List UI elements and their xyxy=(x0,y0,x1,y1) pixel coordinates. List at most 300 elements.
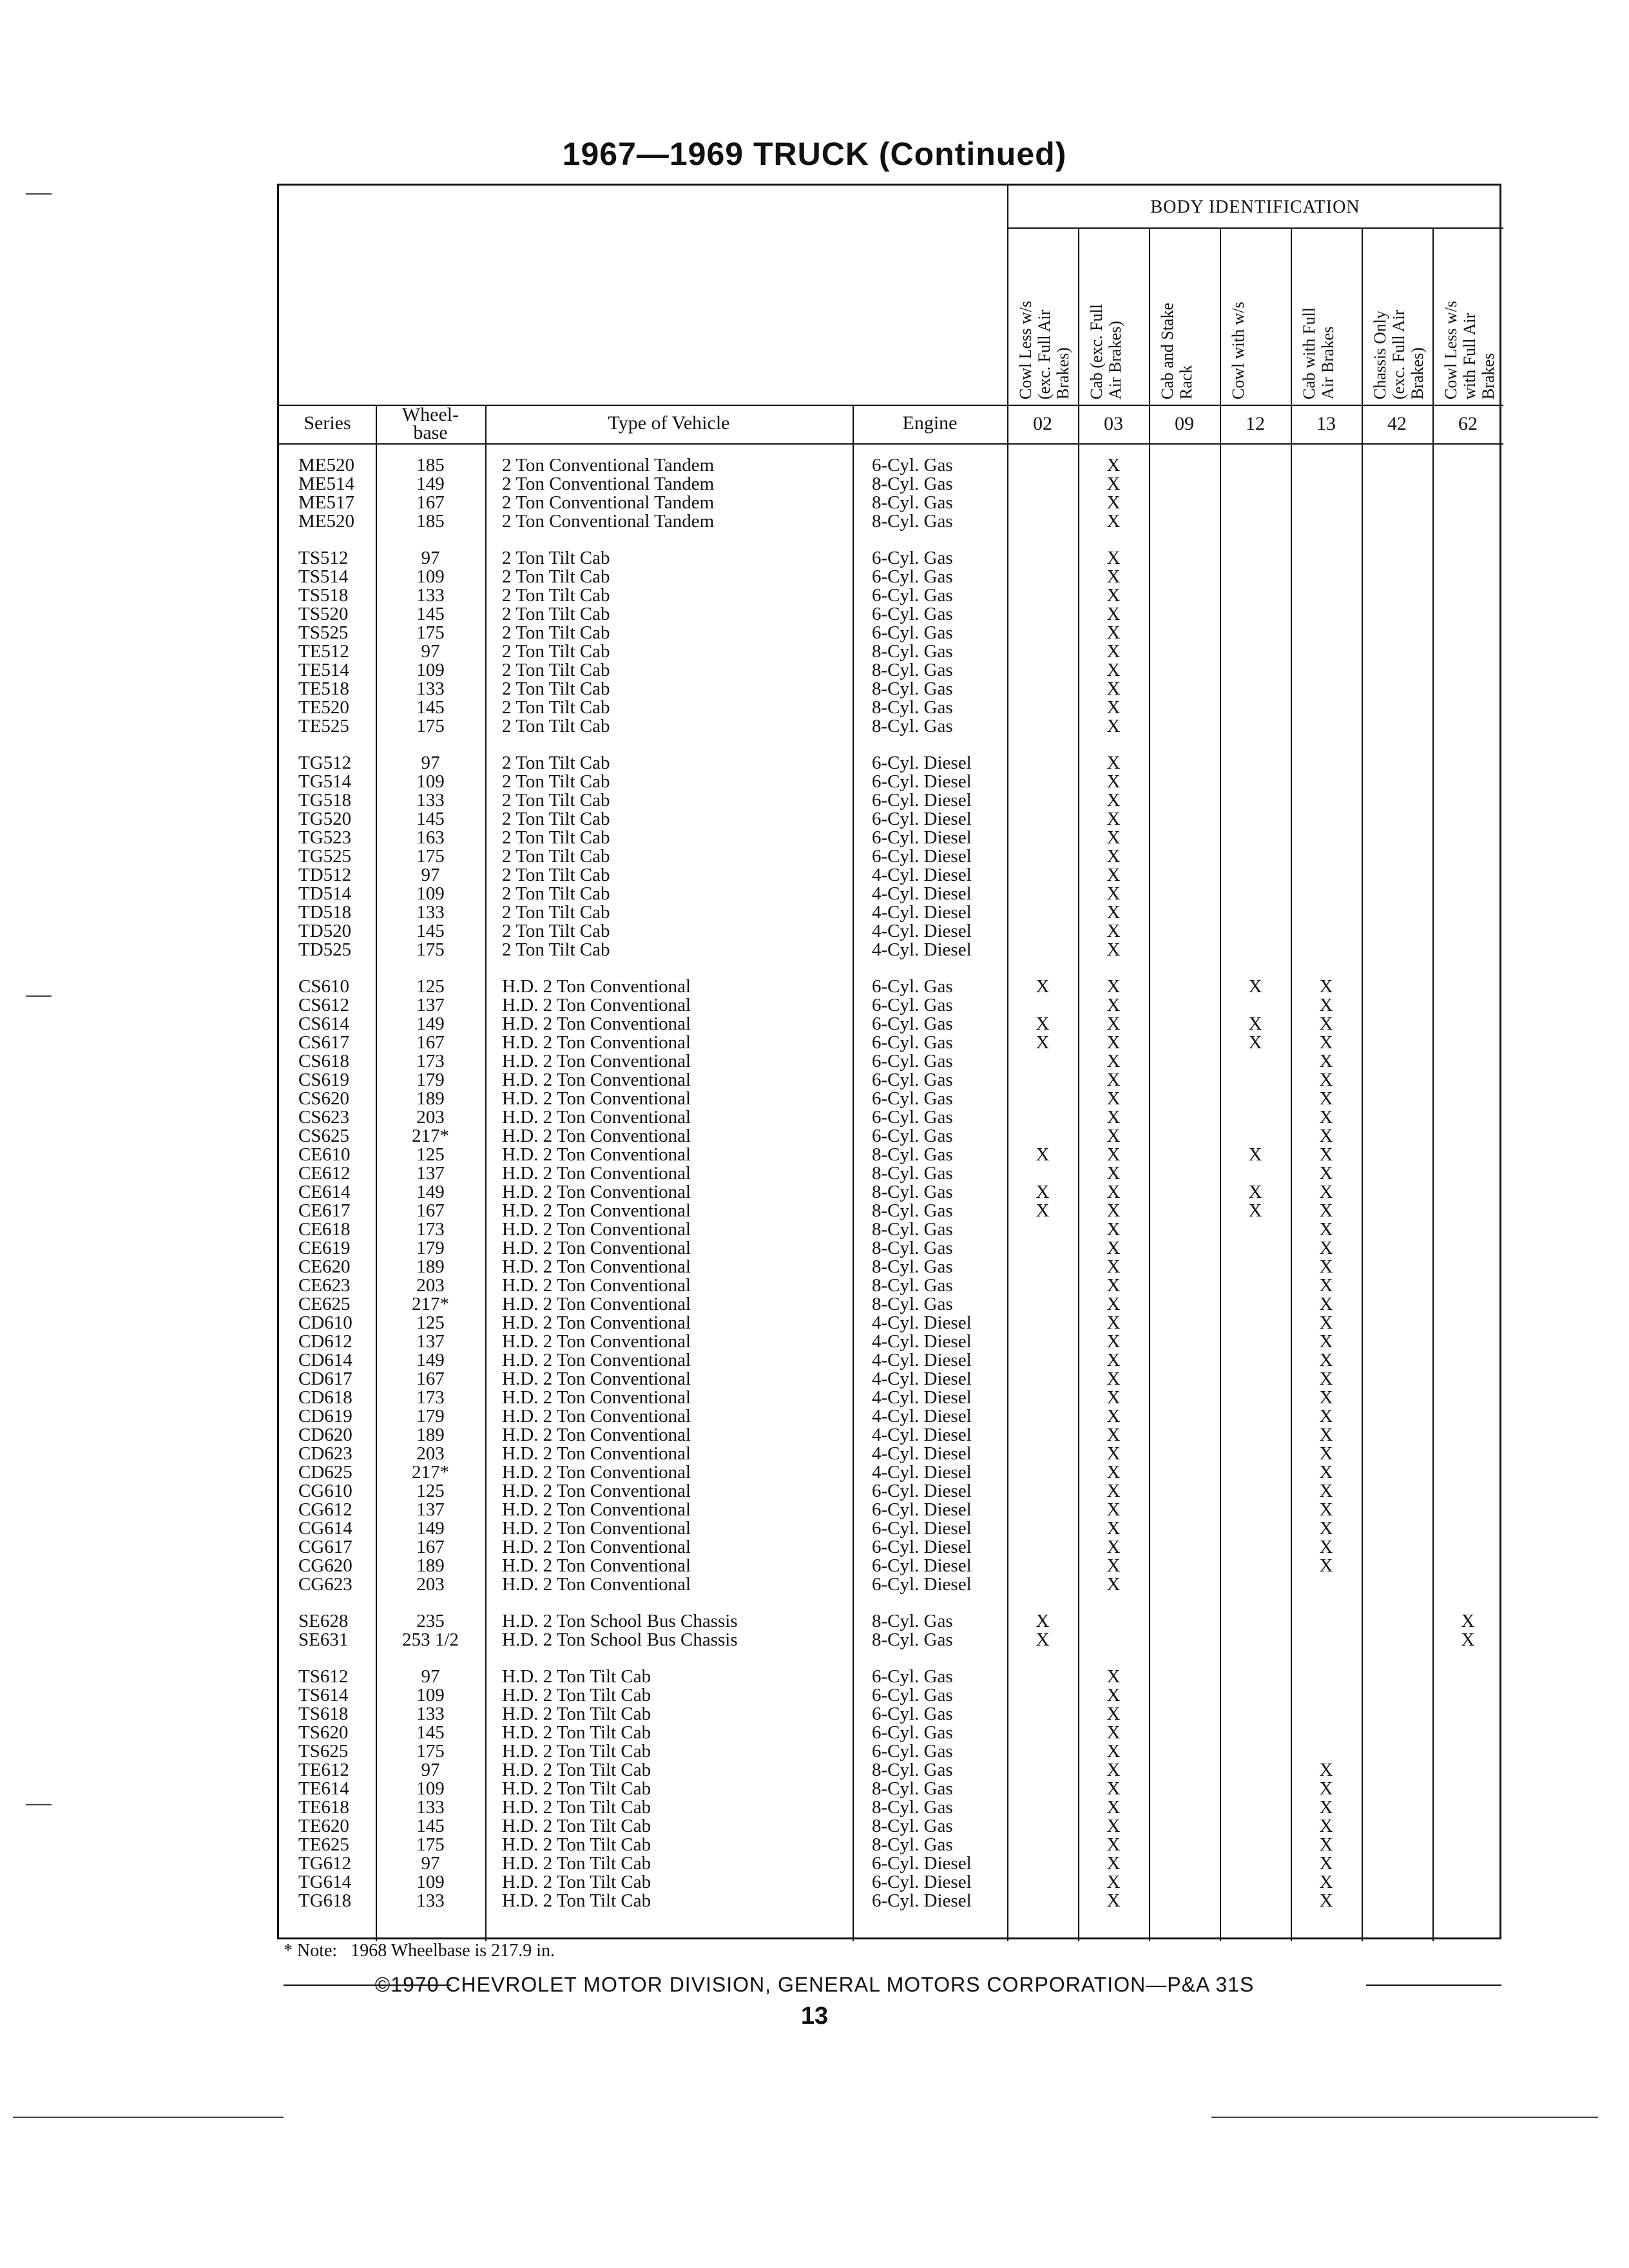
vehicle-type: H.D. 2 Ton Conventional xyxy=(502,1406,691,1427)
vehicle-type: 2 Ton Tilt Cab xyxy=(502,566,610,587)
series-code: ME517 xyxy=(298,492,354,513)
wheelbase-value: 149 xyxy=(416,1182,445,1202)
body-availability-mark: X xyxy=(1106,995,1121,1015)
engine-type: 8-Cyl. Gas xyxy=(872,1200,953,1221)
engine-type: 8-Cyl. Gas xyxy=(872,697,953,718)
engine-type: 6-Cyl. Diesel xyxy=(872,809,972,829)
wheelbase-note: * Note: 1968 Wheelbase is 217.9 in. xyxy=(284,1941,555,1961)
body-availability-mark: X xyxy=(1106,1294,1121,1314)
vehicle-type: 2 Ton Tilt Cab xyxy=(502,827,610,848)
vehicle-type: 2 Ton Tilt Cab xyxy=(502,809,610,829)
body-availability-mark: X xyxy=(1248,1032,1262,1053)
body-availability-mark: X xyxy=(1319,1406,1333,1427)
body-column-code: 03 xyxy=(1104,413,1123,434)
engine-type: 8-Cyl. Gas xyxy=(872,511,953,532)
body-availability-mark: X xyxy=(1106,1014,1121,1034)
vehicle-type: 2 Ton Tilt Cab xyxy=(502,790,610,811)
engine-type: 8-Cyl. Gas xyxy=(872,1182,953,1202)
series-code: TS614 xyxy=(298,1685,349,1706)
body-availability-mark: X xyxy=(1106,1369,1121,1389)
body-availability-mark: X xyxy=(1106,809,1121,829)
body-availability-mark: X xyxy=(1106,1666,1121,1687)
wheelbase-value: 137 xyxy=(416,995,445,1015)
engine-type: 8-Cyl. Gas xyxy=(872,1238,953,1258)
page-number: 13 xyxy=(800,2003,829,2030)
vehicle-type: H.D. 2 Ton Tilt Cab xyxy=(502,1722,651,1743)
body-availability-mark: X xyxy=(1106,1518,1121,1539)
body-availability-mark: X xyxy=(1106,622,1121,643)
series-code: CG620 xyxy=(298,1555,352,1576)
series-code: SE628 xyxy=(298,1611,349,1631)
body-column-header xyxy=(1229,226,1248,399)
body-availability-mark: X xyxy=(1319,1555,1333,1576)
wheelbase-value: 145 xyxy=(416,604,445,624)
engine-type: 6-Cyl. Diesel xyxy=(872,1872,972,1892)
body-availability-mark: X xyxy=(1106,1238,1121,1258)
body-availability-mark: X xyxy=(1319,1032,1333,1053)
series-code: CG617 xyxy=(298,1537,352,1557)
series-code: TG525 xyxy=(298,846,352,867)
engine-type: 6-Cyl. Diesel xyxy=(872,753,972,773)
engine-type: 4-Cyl. Diesel xyxy=(872,1312,972,1333)
body-availability-mark: X xyxy=(1319,1537,1333,1557)
vehicle-type: 2 Ton Tilt Cab xyxy=(502,678,610,699)
series-code: TG518 xyxy=(298,790,352,811)
engine-type: 4-Cyl. Diesel xyxy=(872,939,972,960)
wheelbase-value: 163 xyxy=(416,827,445,848)
body-availability-mark: X xyxy=(1106,1275,1121,1296)
body-availability-mark: X xyxy=(1106,1107,1121,1128)
vehicle-type: H.D. 2 Ton Conventional xyxy=(502,1312,691,1333)
engine-type: 6-Cyl. Gas xyxy=(872,976,953,997)
vehicle-type: H.D. 2 Ton Conventional xyxy=(502,1144,691,1165)
body-column-header-line: Chassis Only xyxy=(1371,311,1389,399)
margin-mark xyxy=(13,2117,284,2118)
body-availability-mark: X xyxy=(1106,548,1121,568)
wheelbase-value: 173 xyxy=(416,1051,445,1072)
wheelbase-value: 145 xyxy=(416,697,445,718)
body-availability-mark: X xyxy=(1248,1014,1262,1034)
wheelbase-value: 217* xyxy=(412,1126,449,1146)
vehicle-type: H.D. 2 Ton Tilt Cab xyxy=(502,1853,651,1874)
engine-type: 6-Cyl. Gas xyxy=(872,995,953,1015)
series-code: CS619 xyxy=(298,1070,349,1090)
body-availability-mark: X xyxy=(1106,827,1121,848)
body-availability-mark: X xyxy=(1106,1499,1121,1520)
body-availability-mark: X xyxy=(1319,1462,1333,1483)
body-column-divider xyxy=(1220,227,1221,1941)
body-availability-mark: X xyxy=(1106,511,1121,532)
body-availability-mark: X xyxy=(1106,1462,1121,1483)
body-availability-mark: X xyxy=(1106,976,1121,997)
engine-type: 6-Cyl. Diesel xyxy=(872,1481,972,1501)
wheelbase-value: 173 xyxy=(416,1219,445,1240)
vehicle-type: H.D. 2 Ton Tilt Cab xyxy=(502,1666,651,1687)
body-column-code: 13 xyxy=(1316,413,1336,434)
body-availability-mark: X xyxy=(1106,1443,1121,1464)
margin-mark xyxy=(26,995,52,997)
vehicle-type: 2 Ton Tilt Cab xyxy=(502,585,610,606)
series-code: TG520 xyxy=(298,809,352,829)
wheelbase-value: 189 xyxy=(416,1555,445,1576)
body-identification-table xyxy=(277,184,1501,1939)
vehicle-type: H.D. 2 Ton Conventional xyxy=(502,1425,691,1445)
wheelbase-value: 167 xyxy=(416,1032,445,1053)
body-availability-mark: X xyxy=(1461,1611,1475,1631)
body-availability-mark: X xyxy=(1248,1200,1262,1221)
series-code: TE512 xyxy=(298,641,349,662)
vehicle-type: 2 Ton Conventional Tandem xyxy=(502,474,715,494)
wheelbase-value: 167 xyxy=(416,1369,445,1389)
body-column-header-line: Cowl Less w/s xyxy=(1016,300,1035,399)
body-column-header-line: Cab with Full xyxy=(1300,307,1318,399)
series-code: TE612 xyxy=(298,1760,349,1780)
body-availability-mark: X xyxy=(1106,1741,1121,1762)
body-column-header-line: Brakes) xyxy=(1408,347,1427,399)
vehicle-type: 2 Ton Conventional Tandem xyxy=(502,511,715,532)
engine-type: 6-Cyl. Gas xyxy=(872,1666,953,1687)
body-availability-mark: X xyxy=(1106,1872,1121,1892)
body-column-code: 09 xyxy=(1175,413,1194,434)
body-availability-mark: X xyxy=(1106,1331,1121,1352)
body-availability-mark: X xyxy=(1319,1797,1333,1818)
series-code: TE514 xyxy=(298,660,349,680)
wheelbase-value: 189 xyxy=(416,1425,445,1445)
engine-type: 4-Cyl. Diesel xyxy=(872,1387,972,1408)
engine-type: 6-Cyl. Diesel xyxy=(872,1518,972,1539)
wheelbase-value: 109 xyxy=(416,1778,445,1799)
vehicle-type: 2 Ton Tilt Cab xyxy=(502,921,610,941)
vehicle-type: H.D. 2 Ton Tilt Cab xyxy=(502,1778,651,1799)
series-code: CS612 xyxy=(298,995,349,1015)
vehicle-type: H.D. 2 Ton Conventional xyxy=(502,1387,691,1408)
series-code: TG523 xyxy=(298,827,352,848)
wheelbase-value: 167 xyxy=(416,1537,445,1557)
series-column-header: Series xyxy=(304,412,351,434)
body-availability-mark: X xyxy=(1319,1834,1333,1855)
wheelbase-value: 133 xyxy=(416,678,445,699)
vehicle-type: H.D. 2 Ton Tilt Cab xyxy=(502,1760,651,1780)
wheelbase-value: 109 xyxy=(416,566,445,587)
body-availability-mark: X xyxy=(1248,1182,1262,1202)
wheelbase-value: 133 xyxy=(416,1890,445,1911)
series-code: CE625 xyxy=(298,1294,351,1314)
series-code: CS610 xyxy=(298,976,349,997)
engine-column-header: Engine xyxy=(902,412,958,434)
engine-type: 6-Cyl. Diesel xyxy=(872,1537,972,1557)
body-availability-mark: X xyxy=(1036,1144,1050,1165)
body-column-header xyxy=(1016,226,1072,399)
engine-type: 6-Cyl. Diesel xyxy=(872,827,972,848)
vehicle-type: H.D. 2 Ton Conventional xyxy=(502,1051,691,1072)
body-availability-mark: X xyxy=(1319,1890,1333,1911)
body-availability-mark: X xyxy=(1248,976,1262,997)
wheelbase-value: 97 xyxy=(421,1666,440,1687)
wheelbase-value: 145 xyxy=(416,1722,445,1743)
body-column-header-line: with Full Air xyxy=(1460,312,1479,399)
wheelbase-value: 109 xyxy=(416,771,445,792)
body-availability-mark: X xyxy=(1319,1219,1333,1240)
body-availability-mark: X xyxy=(1106,1256,1121,1277)
engine-type: 6-Cyl. Gas xyxy=(872,1070,953,1090)
body-column-header-line: Cowl with w/s xyxy=(1229,302,1248,399)
engine-type: 6-Cyl. Gas xyxy=(872,1014,953,1034)
body-availability-mark: X xyxy=(1036,1611,1050,1631)
vehicle-type: H.D. 2 Ton Conventional xyxy=(502,1107,691,1128)
body-availability-mark: X xyxy=(1106,697,1121,718)
body-availability-mark: X xyxy=(1106,1685,1121,1706)
body-column-header xyxy=(1441,226,1498,399)
body-availability-mark: X xyxy=(1319,1312,1333,1333)
body-availability-mark: X xyxy=(1036,976,1050,997)
engine-type: 6-Cyl. Diesel xyxy=(872,1853,972,1874)
body-availability-mark: X xyxy=(1106,753,1121,773)
wheelbase-value: 133 xyxy=(416,1704,445,1724)
vehicle-type: 2 Ton Tilt Cab xyxy=(502,939,610,960)
engine-type: 6-Cyl. Diesel xyxy=(872,1574,972,1595)
wheelbase-value: 167 xyxy=(416,1200,445,1221)
body-availability-mark: X xyxy=(1319,1387,1333,1408)
body-column-header-line: Rack xyxy=(1177,365,1195,399)
series-code: CS623 xyxy=(298,1107,349,1128)
engine-type: 6-Cyl. Gas xyxy=(872,455,953,476)
series-code: TD512 xyxy=(298,865,352,885)
body-column-header-line: Cab (exc. Full xyxy=(1087,303,1106,399)
column-header-rule xyxy=(279,443,1503,445)
series-code: CG610 xyxy=(298,1481,352,1501)
series-code: TD525 xyxy=(298,939,352,960)
body-availability-mark: X xyxy=(1106,846,1121,867)
body-availability-mark: X xyxy=(1036,1629,1050,1650)
body-column-code: 02 xyxy=(1033,413,1052,434)
engine-type: 8-Cyl. Gas xyxy=(872,660,953,680)
vehicle-type: H.D. 2 Ton Conventional xyxy=(502,995,691,1015)
wheelbase-value: 109 xyxy=(416,1685,445,1706)
series-code: TE614 xyxy=(298,1778,349,1799)
engine-type: 6-Cyl. Diesel xyxy=(872,846,972,867)
wheelbase-value: 97 xyxy=(421,1760,440,1780)
vehicle-type: H.D. 2 Ton Conventional xyxy=(502,1294,691,1314)
wheelbase-value: 97 xyxy=(421,641,440,662)
engine-type: 6-Cyl. Diesel xyxy=(872,1555,972,1576)
engine-type: 4-Cyl. Diesel xyxy=(872,1406,972,1427)
vehicle-type: H.D. 2 Ton Conventional xyxy=(502,1070,691,1090)
series-code: TG512 xyxy=(298,753,352,773)
body-availability-mark: X xyxy=(1106,1200,1121,1221)
series-code: CD623 xyxy=(298,1443,352,1464)
body-column-header-line: Brakes) xyxy=(1054,347,1072,399)
engine-type: 8-Cyl. Gas xyxy=(872,1778,953,1799)
body-availability-mark: X xyxy=(1036,1014,1050,1034)
body-availability-mark: X xyxy=(1319,1144,1333,1165)
vehicle-type: H.D. 2 Ton Conventional xyxy=(502,1200,691,1221)
body-column-divider xyxy=(1362,227,1363,1941)
series-code: CS618 xyxy=(298,1051,349,1072)
body-availability-mark: X xyxy=(1319,1872,1333,1892)
body-availability-mark: X xyxy=(1319,1256,1333,1277)
body-availability-mark: X xyxy=(1106,790,1121,811)
series-code: TE625 xyxy=(298,1834,349,1855)
series-code: CS620 xyxy=(298,1088,349,1109)
series-code: TE525 xyxy=(298,716,349,736)
series-code: TG614 xyxy=(298,1872,352,1892)
series-code: TE520 xyxy=(298,697,349,718)
body-availability-mark: X xyxy=(1319,1163,1333,1184)
body-availability-mark: X xyxy=(1319,1853,1333,1874)
body-availability-mark: X xyxy=(1319,1070,1333,1090)
margin-mark xyxy=(26,193,52,195)
body-availability-mark: X xyxy=(1319,1200,1333,1221)
series-code: TS612 xyxy=(298,1666,349,1687)
vehicle-type: 2 Ton Tilt Cab xyxy=(502,660,610,680)
body-availability-mark: X xyxy=(1106,455,1121,476)
body-availability-mark: X xyxy=(1319,1443,1333,1464)
vehicle-type: 2 Ton Conventional Tandem xyxy=(502,492,715,513)
engine-type: 6-Cyl. Gas xyxy=(872,1032,953,1053)
body-column-header-line: (exc. Full Air xyxy=(1389,309,1408,399)
body-availability-mark: X xyxy=(1319,1425,1333,1445)
body-availability-mark: X xyxy=(1106,1537,1121,1557)
body-availability-mark: X xyxy=(1319,1369,1333,1389)
vehicle-type: H.D. 2 Ton Conventional xyxy=(502,1275,691,1296)
wheelbase-value: 125 xyxy=(416,1144,445,1165)
body-availability-mark: X xyxy=(1036,1200,1050,1221)
wheelbase-value: 133 xyxy=(416,1797,445,1818)
engine-type: 4-Cyl. Diesel xyxy=(872,865,972,885)
engine-type: 4-Cyl. Diesel xyxy=(872,1331,972,1352)
engine-type: 6-Cyl. Gas xyxy=(872,1107,953,1128)
body-availability-mark: X xyxy=(1106,1481,1121,1501)
engine-type: 8-Cyl. Gas xyxy=(872,1760,953,1780)
wheelbase-value: 217* xyxy=(412,1462,449,1483)
body-availability-mark: X xyxy=(1106,1144,1121,1165)
engine-type: 8-Cyl. Gas xyxy=(872,1629,953,1650)
vehicle-type: H.D. 2 Ton Conventional xyxy=(502,1499,691,1520)
vehicle-type: H.D. 2 Ton Conventional xyxy=(502,1032,691,1053)
engine-type: 8-Cyl. Gas xyxy=(872,492,953,513)
body-ident-rule xyxy=(1007,227,1503,229)
series-code: CE610 xyxy=(298,1144,351,1165)
body-availability-mark: X xyxy=(1106,1182,1121,1202)
engine-type: 6-Cyl. Gas xyxy=(872,1685,953,1706)
vehicle-type: 2 Ton Tilt Cab xyxy=(502,716,610,736)
engine-type: 4-Cyl. Diesel xyxy=(872,1443,972,1464)
vehicle-type: H.D. 2 Ton School Bus Chassis xyxy=(502,1629,738,1650)
engine-type: 8-Cyl. Gas xyxy=(872,1256,953,1277)
series-code: ME520 xyxy=(298,455,354,476)
body-availability-mark: X xyxy=(1106,641,1121,662)
vehicle-type: H.D. 2 Ton Conventional xyxy=(502,1443,691,1464)
vehicle-type: 2 Ton Tilt Cab xyxy=(502,548,610,568)
engine-type: 6-Cyl. Gas xyxy=(872,566,953,587)
engine-type: 6-Cyl. Diesel xyxy=(872,1890,972,1911)
vehicle-type: H.D. 2 Ton Tilt Cab xyxy=(502,1816,651,1836)
engine-type: 4-Cyl. Diesel xyxy=(872,902,972,923)
engine-type: 8-Cyl. Gas xyxy=(872,1816,953,1836)
series-code: CD619 xyxy=(298,1406,352,1427)
body-availability-mark: X xyxy=(1319,1182,1333,1202)
body-availability-mark: X xyxy=(1106,1387,1121,1408)
series-code: TS520 xyxy=(298,604,349,624)
body-identification-label: BODY IDENTIFICATION xyxy=(1150,197,1360,217)
series-code: TE518 xyxy=(298,678,349,699)
engine-type: 6-Cyl. Gas xyxy=(872,1126,953,1146)
wheelbase-value: 185 xyxy=(416,455,445,476)
wheelbase-value: 137 xyxy=(416,1499,445,1520)
body-availability-mark: X xyxy=(1106,492,1121,513)
wheelbase-value: 109 xyxy=(416,660,445,680)
vehicle-type: 2 Ton Tilt Cab xyxy=(502,883,610,904)
body-column-header xyxy=(1300,226,1337,399)
engine-type: 6-Cyl. Gas xyxy=(872,585,953,606)
wheelbase-value: 97 xyxy=(421,753,440,773)
engine-type: 6-Cyl. Gas xyxy=(872,1722,953,1743)
body-availability-mark: X xyxy=(1106,902,1121,923)
wheelbase-value: 217* xyxy=(412,1294,449,1314)
wheelbase-value: 189 xyxy=(416,1088,445,1109)
wheelbase-value: 235 xyxy=(416,1611,445,1631)
body-availability-mark: X xyxy=(1319,1778,1333,1799)
body-availability-mark: X xyxy=(1319,1518,1333,1539)
engine-type: 6-Cyl. Gas xyxy=(872,1051,953,1072)
series-code: CE617 xyxy=(298,1200,351,1221)
wheelbase-value: 179 xyxy=(416,1238,445,1258)
series-code: TD520 xyxy=(298,921,352,941)
body-availability-mark: X xyxy=(1319,1238,1333,1258)
vehicle-type: H.D. 2 Ton Conventional xyxy=(502,1219,691,1240)
vehicle-type: H.D. 2 Ton Tilt Cab xyxy=(502,1685,651,1706)
body-availability-mark: X xyxy=(1319,1014,1333,1034)
series-code: CE620 xyxy=(298,1256,351,1277)
series-code: TG618 xyxy=(298,1890,352,1911)
body-column-code: 42 xyxy=(1387,413,1407,434)
vehicle-type: H.D. 2 Ton Conventional xyxy=(502,1238,691,1258)
wheelbase-value: 97 xyxy=(421,548,440,568)
vehicle-type: 2 Ton Tilt Cab xyxy=(502,641,610,662)
body-availability-mark: X xyxy=(1319,995,1333,1015)
body-column-divider xyxy=(1432,227,1434,1941)
body-column-header-line: Air Brakes) xyxy=(1106,320,1124,399)
vehicle-type: 2 Ton Tilt Cab xyxy=(502,697,610,718)
series-code: TG612 xyxy=(298,1853,352,1874)
wheelbase-value: 133 xyxy=(416,790,445,811)
wheelbase-value: 137 xyxy=(416,1163,445,1184)
vehicle-type: H.D. 2 Ton Conventional xyxy=(502,1331,691,1352)
body-availability-mark: X xyxy=(1106,1797,1121,1818)
series-code: CE623 xyxy=(298,1275,351,1296)
vehicle-type: 2 Ton Tilt Cab xyxy=(502,753,610,773)
body-availability-mark: X xyxy=(1106,1088,1121,1109)
body-availability-mark: X xyxy=(1106,474,1121,494)
body-column-header-line: Air Brakes xyxy=(1318,326,1337,399)
vehicle-type: 2 Ton Tilt Cab xyxy=(502,604,610,624)
vehicle-type: H.D. 2 Ton Tilt Cab xyxy=(502,1704,651,1724)
vehicle-type: H.D. 2 Ton Tilt Cab xyxy=(502,1890,651,1911)
engine-type: 4-Cyl. Diesel xyxy=(872,921,972,941)
engine-type: 8-Cyl. Gas xyxy=(872,1611,953,1631)
body-column-divider xyxy=(1149,227,1150,1941)
series-code: CG623 xyxy=(298,1574,352,1595)
body-availability-mark: X xyxy=(1319,1088,1333,1109)
series-code: CD614 xyxy=(298,1350,352,1370)
vehicle-type: 2 Ton Tilt Cab xyxy=(502,865,610,885)
vehicle-type: H.D. 2 Ton Tilt Cab xyxy=(502,1834,651,1855)
wheelbase-value: 203 xyxy=(416,1443,445,1464)
series-code: CE618 xyxy=(298,1219,351,1240)
series-code: TS625 xyxy=(298,1741,349,1762)
wheelbase-value: 149 xyxy=(416,1350,445,1370)
body-availability-mark: X xyxy=(1319,1331,1333,1352)
